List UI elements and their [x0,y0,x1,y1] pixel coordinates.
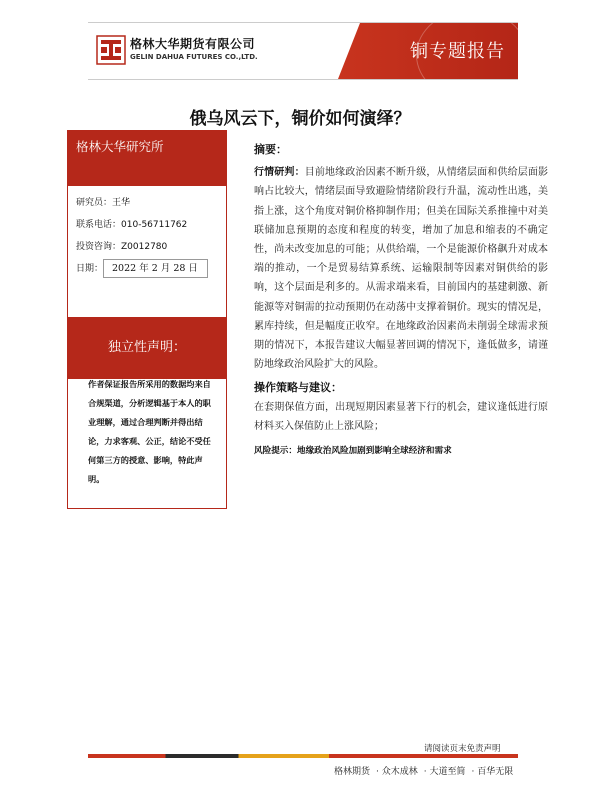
strategy-heading: 操作策略与建议： [254,381,342,395]
market-lead: 行情研判： [254,167,305,179]
sidebar [67,130,227,509]
market-text: 目前地缘政治因素不断升级，从情绪层面和供给层面影响占比较大，情绪层面导致避险情绪阶段行升温，流动性出逃，美指上涨，这个角度对铜价格抑制作用；但美在国际关系推撞中对美联储加息预期的态度和程度的转变，增加了加息和缩表的不确定性，尚未改变加息的可能；从供给端，一个是能源价格飙升对成本端的推动，一个是贸易结算系统、运输限制等因素对铜供给的影响，这个层面是利多的。从需求端来看，目前国内的基建刺激、新能源等对铜需的拉动预期仍在动荡中支撑着铜价。现实的情况是，累库持续，但是幅度正收窄。在地缘政治因素尚未削弱全球需求预期的情况下，本报告建议大幅显著回调的情况下，逢低做多，请谨防地缘政治风险扩大的风险。 [254,167,549,371]
slogan-item: 大道至简 [429,767,466,777]
phone-label: 联系电话： [76,220,122,230]
declaration-title: 独立性声明： [107,340,186,355]
risk-text: 地缘政治风险加剧到影响全球经济和需求 [296,446,452,457]
summary-heading: 摘要： [254,143,287,156]
date-label: 日期： [76,264,104,274]
institute-band [68,131,226,186]
footer-slogans: 格林期货 · 众木成林 · 大道至简 · 百华无限 [334,767,514,777]
license-value: Z0012780 [121,242,168,252]
researcher-label: 研究员： [76,198,113,208]
author-info [68,186,226,280]
slogan-item: 众木成林 [381,767,418,777]
disclaimer-note: 请阅读页末免责声明 [424,744,501,754]
company-name-en: GELIN DAHUA FUTURES CO.,LTD. [130,53,258,61]
phone-value: 010-56711762 [121,220,188,230]
risk-note [254,442,548,461]
page-title: 俄乌风云下，铜价如何演绎？ [189,109,411,129]
footer-bar [88,754,518,758]
date-value: 2022 年 2 月 28 日 [103,259,208,278]
declaration-band [68,317,226,379]
researcher-name: 王华 [112,198,131,208]
declaration-text: 作者保证报告所采用的数据均来自合规渠道，分析逻辑基于本人的职业理解，通过合理判断并得出结论，力求客观、公正，结论不受任何第三方的授意、影响，特此声明。 [88,379,211,484]
report-type: 铜专题报告 [410,41,505,62]
license-label: 投资咨询： [76,242,122,252]
slogan-item: 格林期货 [334,767,371,777]
risk-lead: 风险提示： [254,446,297,457]
institute-name: 格林大华研究所 [76,139,164,154]
market-analysis [254,163,548,374]
company-name-cn: 格林大华期货有限公司 [130,37,256,51]
strategy-text: 在套期保值方面，出现短期因素显著下行的机会，建议逢低进行原材料买入保值防止上涨风险； [254,401,548,432]
slogan-item: 百华无限 [477,767,514,777]
report-content [254,140,548,461]
report-header [88,22,518,80]
company-logo-icon [96,35,126,65]
